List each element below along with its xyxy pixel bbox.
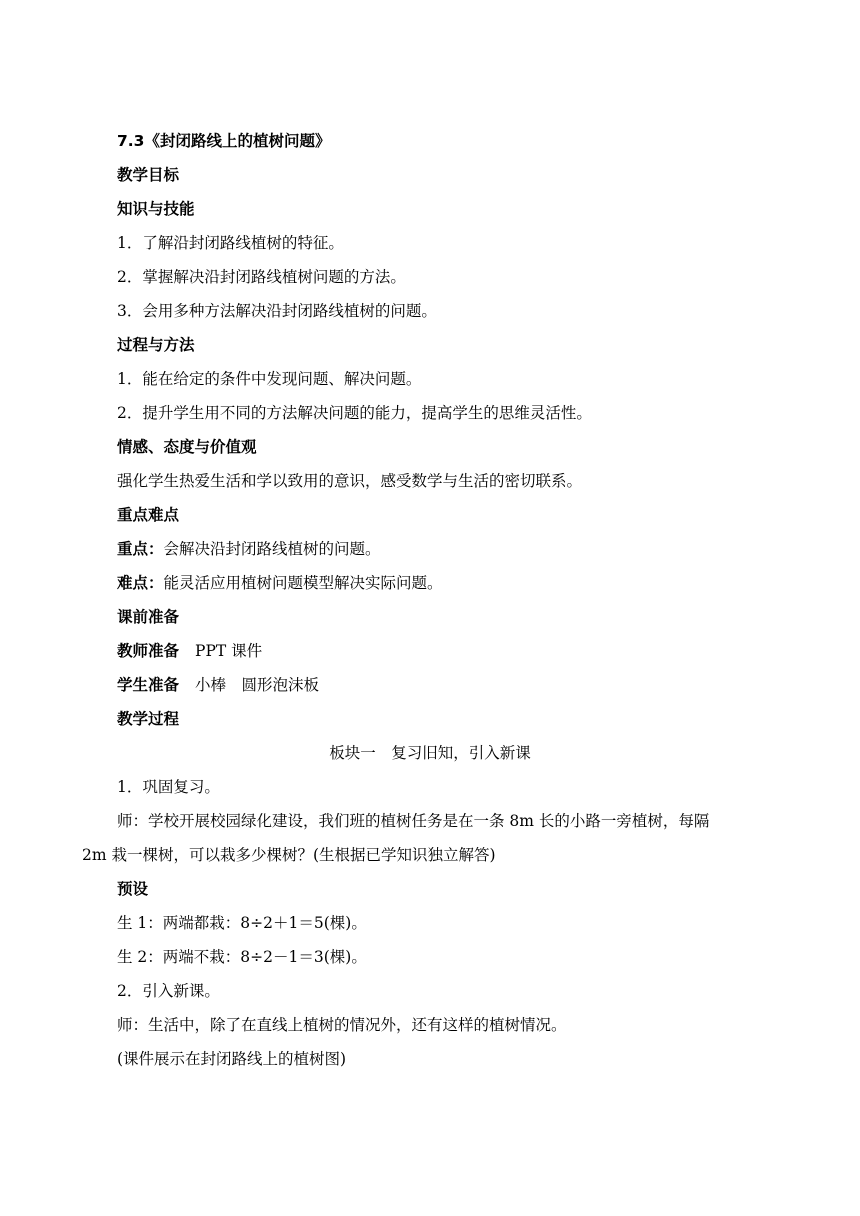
student-prep-label: 学生准备 — [117, 676, 180, 694]
teacher-question-line-2: 2m 栽一棵树，可以栽多少棵树？(生根据已学知识独立解答) — [82, 846, 496, 864]
teacher-intro: 师：生活中，除了在直线上植树的情况外，还有这样的植树情况。 — [117, 1016, 567, 1034]
process-heading: 过程与方法 — [117, 336, 195, 354]
student-answer-2: 生 2：两端不栽：8÷2－1＝3(棵)。 — [117, 948, 367, 966]
courseware-note: (课件展示在封闭路线上的植树图) — [117, 1050, 347, 1068]
key-point-text: 会解决沿封闭路线植树的问题。 — [163, 540, 381, 558]
emotion-text: 强化学生热爱生活和学以致用的意识，感受数学与生活的密切联系。 — [117, 472, 583, 490]
student-prep-text: 小棒 圆形泡沫板 — [195, 676, 320, 694]
difficult-point-text: 能灵活应用植树问题模型解决实际问题。 — [163, 574, 443, 592]
student-prep-row — [117, 675, 319, 695]
difficult-point-label: 难点： — [117, 574, 164, 592]
knowledge-heading: 知识与技能 — [117, 200, 195, 218]
student-answer-1: 生 1：两端都栽：8÷2＋1＝5(棵)。 — [117, 914, 367, 932]
difficult-point-row — [117, 573, 443, 593]
preparation-heading: 课前准备 — [117, 608, 180, 626]
teacher-prep-label: 教师准备 — [117, 642, 180, 660]
key-point-row — [117, 539, 381, 559]
preset-heading: 预设 — [117, 880, 149, 898]
process-item-1: 1．能在给定的条件中发现问题、解决问题。 — [117, 370, 422, 388]
block-title: 板块一 复习旧知，引入新课 — [329, 744, 531, 762]
teacher-prep-row — [117, 641, 262, 661]
knowledge-item-2: 2．掌握解决沿封闭路线植树问题的方法。 — [117, 268, 406, 286]
teacher-prep-text: PPT 课件 — [195, 642, 263, 660]
process-item-2: 2．提升学生用不同的方法解决问题的能力，提高学生的思维灵活性。 — [117, 404, 592, 422]
knowledge-item-3: 3．会用多种方法解决沿封闭路线植树的问题。 — [117, 302, 437, 320]
knowledge-item-1: 1．了解沿封闭路线植树的特征。 — [117, 234, 344, 252]
teaching-process-heading: 教学过程 — [117, 710, 180, 728]
key-points-heading: 重点难点 — [117, 506, 180, 524]
document-title: 7.3《封闭路线上的植树问题》 — [117, 132, 331, 150]
review-label: 1．巩固复习。 — [117, 778, 220, 796]
teacher-question-line-1: 师：学校开展校园绿化建设，我们班的植树任务是在一条 8m 长的小路一旁植树，每隔 — [117, 812, 710, 830]
intro-label: 2．引入新课。 — [117, 982, 220, 1000]
key-point-label: 重点： — [117, 540, 164, 558]
objectives-heading: 教学目标 — [117, 166, 180, 184]
emotion-heading: 情感、态度与价值观 — [117, 438, 257, 456]
